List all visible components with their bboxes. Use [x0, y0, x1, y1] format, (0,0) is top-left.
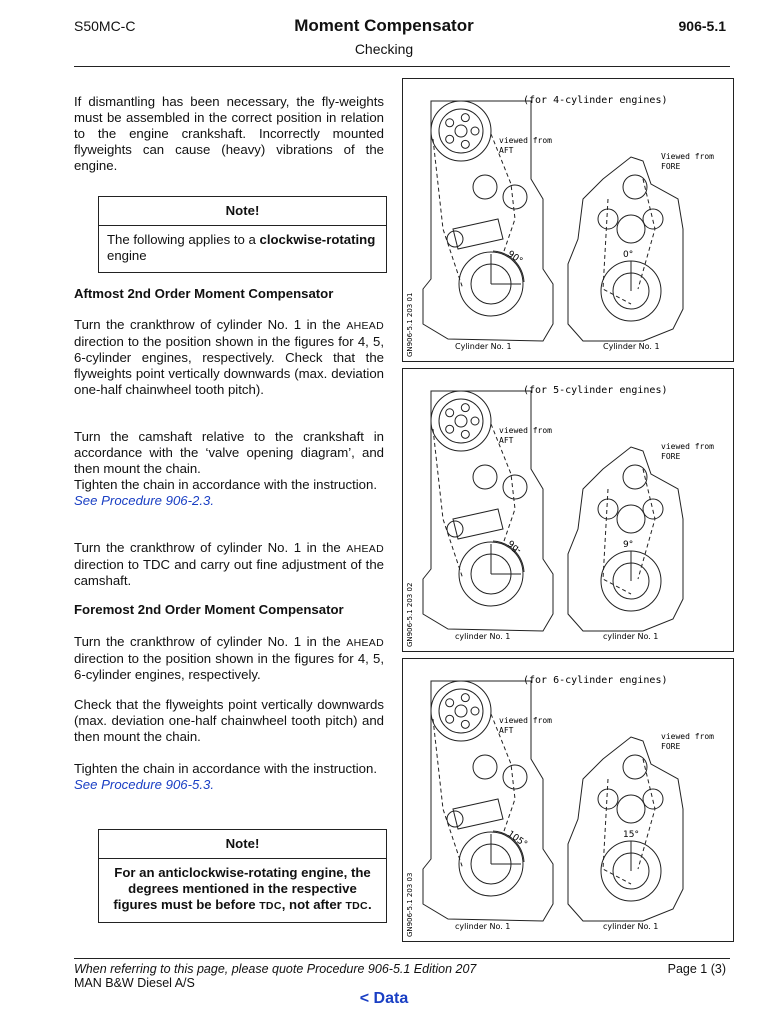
camshaft-chainwheel: [431, 681, 491, 741]
fore-cylinder-label: Cylinder No. 1: [603, 342, 660, 351]
flyweight-left: [598, 499, 618, 519]
figure-caption: (for 4-cylinder engines): [523, 95, 668, 106]
data-back-link[interactable]: < Data: [359, 990, 409, 1007]
aft-view-label: AFT: [499, 726, 514, 735]
chain-path: [433, 134, 515, 289]
page-title: Moment Compensator: [294, 16, 474, 35]
fore-angle-label: 9°: [623, 540, 634, 550]
link-procedure-906-2-3[interactable]: See Procedure 906-2.3.: [74, 493, 215, 508]
aftmost-heading: Aftmost 2nd Order Moment Compensator: [74, 286, 334, 301]
chainwheel-hole: [446, 425, 454, 433]
aft-view-label: viewed from: [499, 426, 552, 435]
header-rule: [74, 66, 730, 67]
engine-model: S50MC-C: [74, 18, 136, 34]
aft-angle-label: 9g-: [505, 539, 524, 556]
chainwheel-hole: [461, 694, 469, 702]
chain-path: [433, 424, 515, 579]
fore-middle-wheel: [617, 215, 645, 243]
figure-caption: (for 6-cylinder engines): [523, 675, 668, 686]
footer-quote: When referring to this page, please quote Procedure 906-5.1 Edition 207: [74, 962, 477, 976]
fore-middle-wheel: [617, 795, 645, 823]
note-box-clockwise: [98, 196, 387, 273]
aft-view-label: AFT: [499, 436, 514, 445]
camshaft-chainwheel: [431, 101, 491, 161]
fore-cylinder-label: cylinder No. 1: [603, 922, 659, 931]
chainwheel-rim: [439, 399, 483, 443]
flyweight-right: [643, 499, 663, 519]
chainwheel-hub: [455, 705, 467, 717]
fore-view-label: FORE: [661, 742, 681, 751]
chainwheel-hole: [461, 404, 469, 412]
fore-engine-outline: [568, 737, 683, 921]
aftmost-step-2: Turn the camshaft relative to the crankshaft in accordance with the ‘valve opening diagram’, and then mount the chain. Tighten the chain in accordance with the instruction. See Procedure 906-2.3.: [74, 429, 384, 508]
aftmost-step-1: Turn the crankthrow of cylinder No. 1 in the AHEAD direction to the position shown in the figures for 4, 5, 6-cylinder engines, respectively. Check that the flyweights point vertically downwards (max. deviation one-half chainwheel tooth pitch).: [74, 317, 384, 397]
aft-view-label: AFT: [499, 146, 514, 155]
diagram-5-cylinder: [403, 369, 733, 651]
chainwheel-hole: [446, 119, 454, 127]
footer-rule: [74, 958, 730, 959]
chainwheel-hub: [455, 125, 467, 137]
fore-view-label: viewed from: [661, 442, 714, 451]
aft-view-label: viewed from: [499, 716, 552, 725]
page-number: Page 1 (3): [667, 962, 726, 976]
chainwheel-hole: [446, 715, 454, 723]
fore-engine-outline: [568, 447, 683, 631]
guide-wheel: [473, 175, 497, 199]
chain-path: [433, 714, 515, 869]
procedure-code: 906-5.1: [678, 18, 726, 34]
note-title: Note!: [99, 197, 386, 226]
diagram-6-cylinder: [403, 659, 733, 941]
flyweight-left: [598, 209, 618, 229]
aft-view-label: viewed from: [499, 136, 552, 145]
note-title: Note!: [99, 830, 386, 859]
fore-cylinder-label: cylinder No. 1: [603, 632, 659, 641]
footer-company: MAN B&W Diesel A/S: [74, 976, 195, 990]
chainwheel-rim: [439, 109, 483, 153]
chainwheel-hole: [446, 409, 454, 417]
chainwheel-hole: [446, 135, 454, 143]
chainwheel-hole: [471, 707, 479, 715]
flyweight-right: [643, 209, 663, 229]
flyweight-left: [598, 789, 618, 809]
flyweight-right: [643, 789, 663, 809]
foremost-step-1: Turn the crankthrow of cylinder No. 1 in the AHEAD direction to the position shown in the figures for 4, 5, 6-cylinder engines, respectively.: [74, 634, 384, 682]
fore-top-wheel: [623, 175, 647, 199]
chainwheel-hole: [461, 114, 469, 122]
diagram-4-cylinder: [403, 79, 733, 361]
tension-wheel: [503, 765, 527, 789]
figure-code: GN906-5.1 203 03: [406, 872, 414, 937]
chainwheel-hole: [461, 430, 469, 438]
guide-wheel: [473, 755, 497, 779]
fore-top-wheel: [623, 465, 647, 489]
camshaft-chainwheel: [431, 391, 491, 451]
fore-view-label: Viewed from: [661, 152, 714, 161]
page-subtitle: Checking: [354, 41, 414, 57]
chainwheel-hole: [461, 140, 469, 148]
figure-code: GN906-5.1 203 02: [406, 582, 414, 647]
fore-view-label: viewed from: [661, 732, 714, 741]
chainwheel-hole: [446, 699, 454, 707]
fore-view-label: FORE: [661, 162, 681, 171]
chainwheel-hole: [461, 720, 469, 728]
note-box-anticlockwise: [98, 829, 387, 923]
aft-cylinder-label: Cylinder No. 1: [455, 342, 512, 351]
link-procedure-906-5-3[interactable]: See Procedure 906-5.3.: [74, 777, 215, 792]
guide-wheel: [473, 465, 497, 489]
chainwheel-hub: [455, 415, 467, 427]
tension-wheel: [503, 185, 527, 209]
fore-engine-outline: [568, 157, 683, 341]
note-body: For an anticlockwise-rotating engine, the degrees mentioned in the respective figures must be before TDC, not after TDC.: [113, 865, 372, 912]
aft-angle-label: 90°: [505, 249, 525, 267]
figure-caption: (for 5-cylinder engines): [523, 385, 668, 396]
fore-view-label: FORE: [661, 452, 681, 461]
chainwheel-hole: [471, 417, 479, 425]
aft-cylinder-label: cylinder No. 1: [455, 922, 511, 931]
note-body: The following applies to a clockwise-rotating engine: [107, 232, 376, 263]
chainwheel-rim: [439, 689, 483, 733]
figure-6-cylinder: [402, 658, 734, 942]
figure-5-cylinder: [402, 368, 734, 652]
aft-cylinder-label: cylinder No. 1: [455, 632, 511, 641]
figure-4-cylinder: [402, 78, 734, 362]
foremost-step-3: Tighten the chain in accordance with the instruction. See Procedure 906-5.3.: [74, 761, 377, 792]
figure-code: GN906-5.1 203 01: [406, 292, 414, 357]
fore-middle-wheel: [617, 505, 645, 533]
intro-paragraph: If dismantling has been necessary, the fly-weights must be assembled in the correct position in relation to the engine crankshaft. Incorrectly mounted flyweights can cause (heavy) vibrations of the engine.: [74, 94, 384, 173]
aft-angle-label: 105°: [505, 829, 529, 850]
fore-angle-label: 15°: [623, 830, 639, 840]
foremost-heading: Foremost 2nd Order Moment Compensator: [74, 602, 344, 617]
chainwheel-hole: [471, 127, 479, 135]
foremost-step-2: Check that the flyweights point vertically downwards (max. deviation one-half chainwheel tooth pitch) and then mount the chain.: [74, 697, 384, 744]
fore-angle-label: 0°: [623, 250, 634, 260]
fore-top-wheel: [623, 755, 647, 779]
tension-wheel: [503, 475, 527, 499]
aftmost-step-3: Turn the crankthrow of cylinder No. 1 in the AHEAD direction to TDC and carry out fine adjustment of the camshaft.: [74, 540, 384, 588]
